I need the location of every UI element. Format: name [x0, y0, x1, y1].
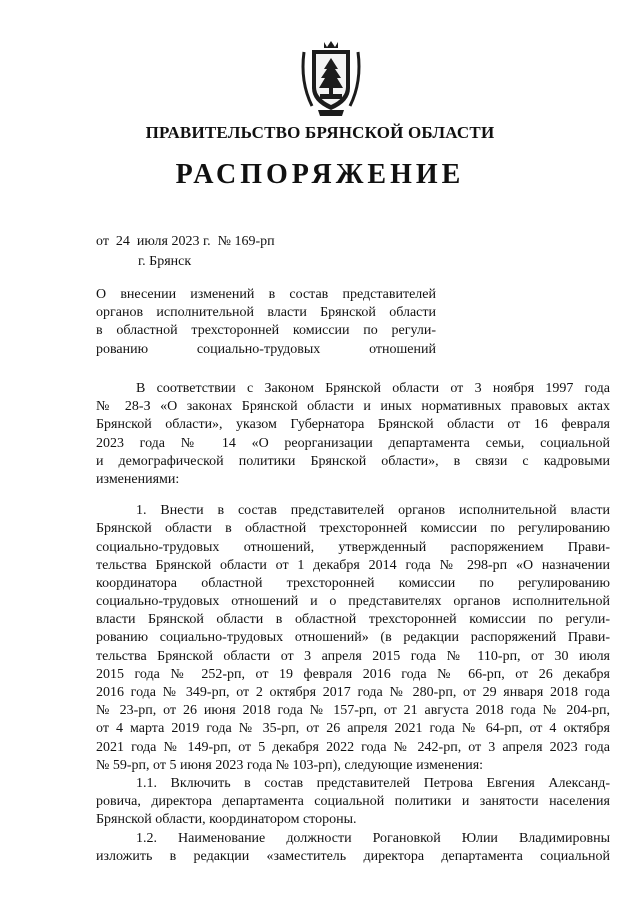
paragraph-spacer: [96, 489, 610, 502]
government-heading: ПРАВИТЕЛЬСТВО БРЯНСКОЙ ОБЛАСТИ: [145, 123, 495, 142]
body-line: № 59-рп, от 5 июня 2023 года № 103-рп), следующие изменения:: [96, 757, 484, 773]
body-line: изменениями:: [96, 471, 180, 487]
document-city: г. Брянск: [138, 254, 192, 269]
body-line: власти Брянской области в областной трехсторонней комиссии по регули-: [96, 612, 610, 628]
body-line: тельства Брянской области от 3 апреля 2015 года № 110-рп, от 30 июля: [96, 648, 610, 664]
body-line: изложить в редакции «заместитель директора департамента социальной: [96, 848, 610, 864]
subject-line: в областной трехсторонней комиссии по регули-: [96, 323, 436, 339]
body-line: Брянской области в областной трехсторонней комиссии по регулированию: [96, 521, 610, 537]
body-line: социально-трудовых отношений, утвержденный распоряжением Прави-: [96, 539, 610, 555]
body-line: 1. Внести в состав представителей органов исполнительной власти: [136, 503, 610, 519]
item-1-1-paragraph: [96, 775, 610, 830]
body-line: от 4 марта 2019 года № 35-рп, от 26 апреля 2021 года № 64-рп, от 4 октября: [96, 721, 610, 737]
body-line: и демографической политики Брянской области», в связи с кадровыми: [96, 453, 610, 469]
body-line: рованию социально-трудовых отношений» (в редакции распоряжений Прави-: [96, 630, 610, 646]
body-line: 1.2. Наименование должности Рогановкой Юлии Владимировны: [136, 830, 610, 846]
body-line: 2015 года № 252-рп, от 19 февраля 2016 года № 66-рп, от 26 декабря: [96, 666, 610, 682]
body-line: координатора областной трехсторонней комиссии по регулированию: [96, 575, 610, 591]
preamble-paragraph: [96, 380, 610, 489]
body-line: 2023 года № 14 «О реорганизации департамента семьи, социальной: [96, 435, 610, 451]
subject-line: О внесении изменений в состав представителей: [96, 287, 436, 302]
body-line: Брянской области», указом Губернатора Брянской области от 16 февраля: [96, 417, 610, 433]
coat-of-arms-emblem: [298, 38, 364, 118]
body-line: 2016 года № 349-рп, от 2 октября 2017 года № 280-рп, от 29 января 2018 года: [96, 685, 610, 700]
body-line: № 23-рп, от 26 июня 2018 года № 157-рп, от 21 августа 2018 года № 204-рп,: [96, 703, 610, 719]
document-type-title: РАСПОРЯЖЕНИЕ: [175, 159, 465, 190]
body-line: Брянской области, координатором стороны.: [96, 812, 357, 828]
body-line: В соответствии с Законом Брянской области от 3 ноября 1997 года: [136, 381, 610, 396]
body-line: 1.1. Включить в состав представителей Петрова Евгения Александ-: [136, 775, 610, 791]
item-1-paragraph: [96, 502, 610, 775]
document-body: [96, 380, 610, 866]
body-line: 2021 года № 149-рп, от 5 декабря 2022 года № 242-рп, от 3 апреля 2023 года: [96, 739, 610, 755]
body-line: ровича, директора департамента социальной политики и занятости населения: [96, 794, 610, 810]
subject-line: рованию социально-трудовых отношений: [96, 341, 436, 357]
document-subject: [96, 285, 436, 358]
body-line: социально-трудовых отношений и о представителях органов исполнительной: [96, 594, 610, 610]
document-date-number: от 24 июля 2023 г. № 169-рп: [96, 234, 275, 249]
item-1-2-paragraph: [96, 830, 610, 866]
body-line: тельства Брянской области от 1 декабря 2014 года № 298-рп «О назначении: [96, 557, 610, 573]
body-line: № 28-З «О законах Брянской области и иных нормативных правовых актах: [96, 399, 610, 415]
subject-line: органов исполнительной власти Брянской области: [96, 305, 436, 321]
